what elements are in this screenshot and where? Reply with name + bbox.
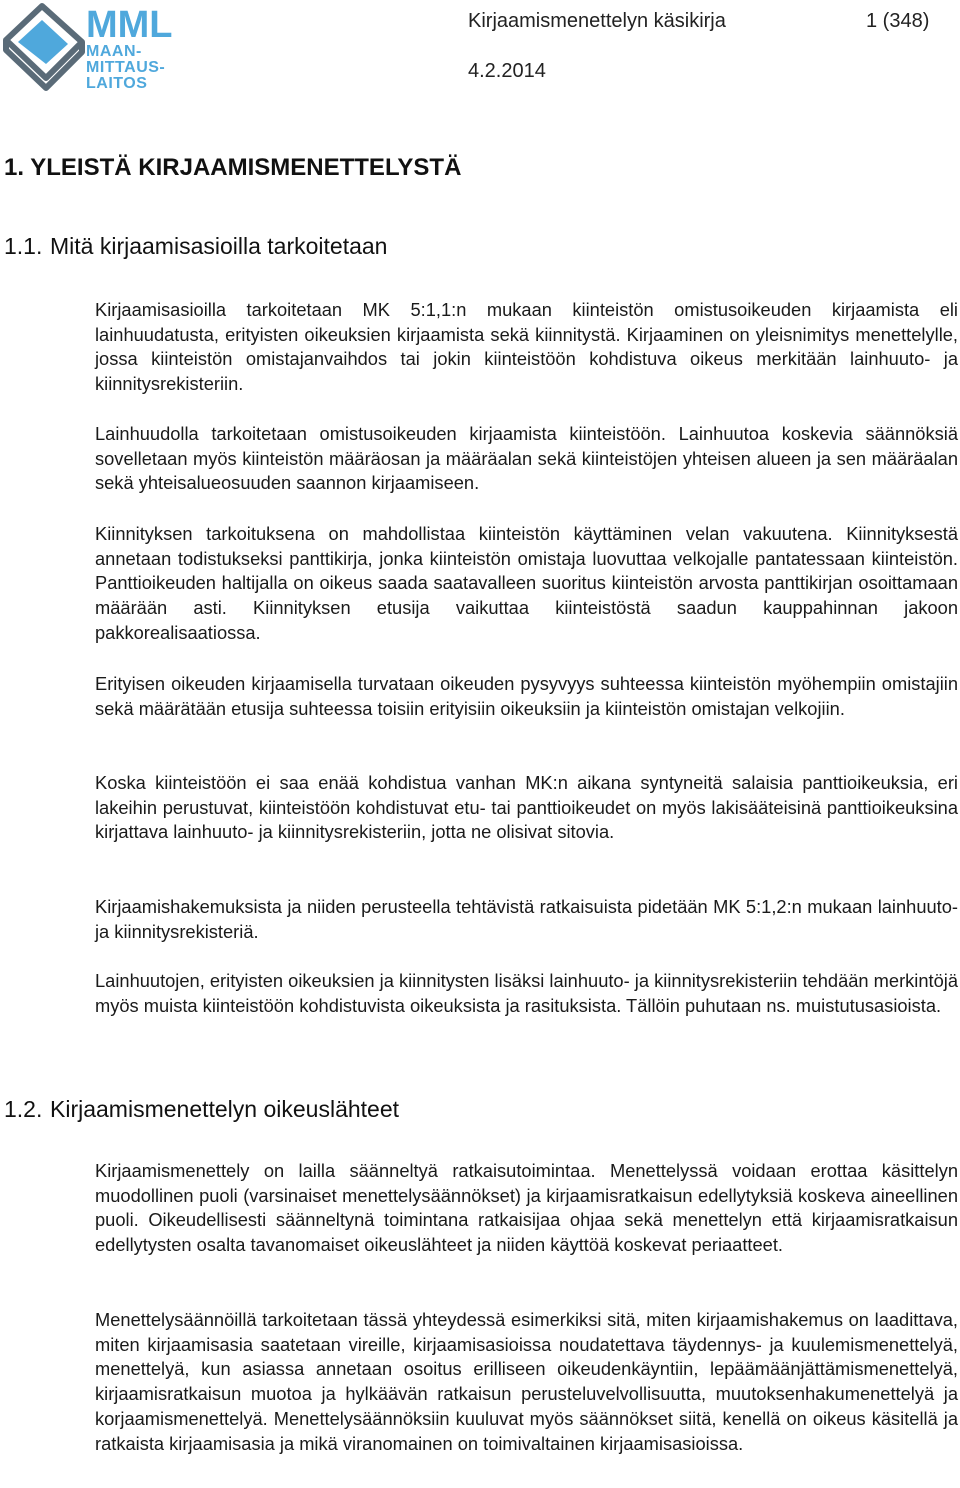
paragraph: Kirjaamismenettely on lailla säänneltyä ratkaisutoimintaa. Menettelyssä voidaan erottaa käsittelyn muodollinen puoli (varsinaiset menettelysäännökset) ja kirjaamisratkaisun edellytyksiä koskeva aineellinen puoli. Oikeudellisesti säänneltynä toimintana ratkaisijaa ohjaa sekä menettelyn että kirjaamisratkaisun edellytysten osalta tavanomaiset oikeuslähteet ja niiden käyttöä koskevat periaatteet. bbox=[95, 1160, 958, 1256]
paragraph: Kirjaamishakemuksista ja niiden perusteella tehtävistä ratkaisuista pidetään MK 5:1,2:n mukaan lainhuuto- ja kiinnitysrekisteriä. bbox=[95, 896, 958, 942]
paragraph: Menettelysäännöillä tarkoitetaan tässä yhteydessä esimerkiksi sitä, miten kirjaamishakemus on laadittava, miten kirjaamisasia saatetaan vireille, kirjaamisasioissa noudatettava täydennys- ja kuulemismenettelyä, menettelyä, kun asiassa annetaan osoitus erilliseen oikeudenkäyntiin, lepäämäänjättämismenettelyä, kirjaamisratkaisun muotoa ja hylkäävän ratkaisun perusteluvelvollisuutta, muutoksenhakumenettelyä ja korjaamismenettelyä. Menettelysäännöksiin kuuluvat myös säännökset siitä, kenellä on oikeus käsitellä ja ratkaista kirjaamisasia ja mikä viranomainen on toimivaltainen kirjaamisasioissa. bbox=[95, 1309, 958, 1454]
subsection-heading-1-1 bbox=[4, 233, 387, 260]
subsection-number: 1.2. bbox=[4, 1096, 43, 1122]
logo-line-3: LAITOS bbox=[86, 75, 148, 92]
page-number: 1 (348) bbox=[866, 10, 930, 32]
subsection-title: Kirjaamismenettelyn oikeuslähteet bbox=[50, 1096, 400, 1122]
logo-wordmark bbox=[86, 6, 173, 92]
paragraph: Koska kiinteistöön ei saa enää kohdistua vanhan MK:n aikana syntyneitä salaisia panttioikeuksia, eri lakeihin perustuvat, kiinteistöön kohdistuvat etu- tai panttioikeudet on myös lakisääteisinä panttioikeuksina kirjattava lainhuuto- ja kiinnitysrekisteriin, jotta ne olisivat sitovia. bbox=[95, 772, 958, 843]
subsection-title: Mitä kirjaamisasioilla tarkoitetaan bbox=[50, 233, 388, 259]
document-title: Kirjaamismenettelyn käsikirja bbox=[468, 10, 726, 32]
book-icon bbox=[2, 2, 86, 94]
paragraph: Kirjaamisasioilla tarkoitetaan MK 5:1,1:n mukaan kiinteistön omistusoikeuden kirjaamista eli lainhuudatusta, erityisten oikeuksien kirjaamista sekä kiinnitystä. Kirjaaminen on yleisnimitys menettelylle, jossa kiinteistön omistajanvaihdos tai jokin kiinteistöön kohdistuva oikeus merkitään lainhuuto- ja kiinnitysrekisteriin. bbox=[95, 299, 958, 395]
paragraph: Lainhuudolla tarkoitetaan omistusoikeuden kirjaamista kiinteistöön. Lainhuutoa koskevia säännöksiä sovelletaan myös kiinteistön määräosan ja määräalan sekä kiinteistöjen yhteisen alueen ja sen määräalan sekä yhteisalueosuuden saannon kirjaamiseen. bbox=[95, 423, 958, 494]
paragraph: Kiinnityksen tarkoituksena on mahdollistaa kiinteistön käyttäminen velan vakuutena. Kiinnityksestä annetaan todistukseksi panttikirja, jonka kiinteistön omistaja luovuttaa velkojalle pantatessaan kiinteistön. Panttioikeuden haltijalla on oikeus saada saatavalleen suoritus kiinteistön arvosta panttikirjan osoittamaan määrään asti. Kiinnityksen etusija vaikuttaa kiinteistöstä saadun kauppahinnan jakoon pakkorealisaatiossa. bbox=[95, 523, 958, 643]
logo-abbr: MML bbox=[86, 4, 173, 46]
logo-line-2: MITTAUS- bbox=[86, 59, 166, 76]
organization-logo bbox=[2, 2, 178, 94]
document-date: 4.2.2014 bbox=[468, 60, 546, 82]
paragraph: Lainhuutojen, erityisten oikeuksien ja kiinnitysten lisäksi lainhuuto- ja kiinnitysrekisteriin tehdään merkintöjä myös muista kiinteistöön kohdistuvista oikeuksista ja rasituksista. Tällöin puhutaan ns. muistutusasioista. bbox=[95, 970, 958, 1016]
logo-line-1: MAAN- bbox=[86, 43, 142, 60]
paragraph: Erityisen oikeuden kirjaamisella turvataan oikeuden pysyvyys suhteessa kiinteistön myöhempiin omistajiin sekä määrätään etusija suhteessa toisiin erityisiin oikeuksiin ja kiinteistön omistajan velkojiin. bbox=[95, 673, 958, 719]
subsection-heading-1-2 bbox=[4, 1096, 399, 1123]
subsection-number: 1.1. bbox=[4, 233, 43, 259]
section-heading: 1. YLEISTÄ KIRJAAMISMENETTELYSTÄ bbox=[4, 154, 462, 181]
